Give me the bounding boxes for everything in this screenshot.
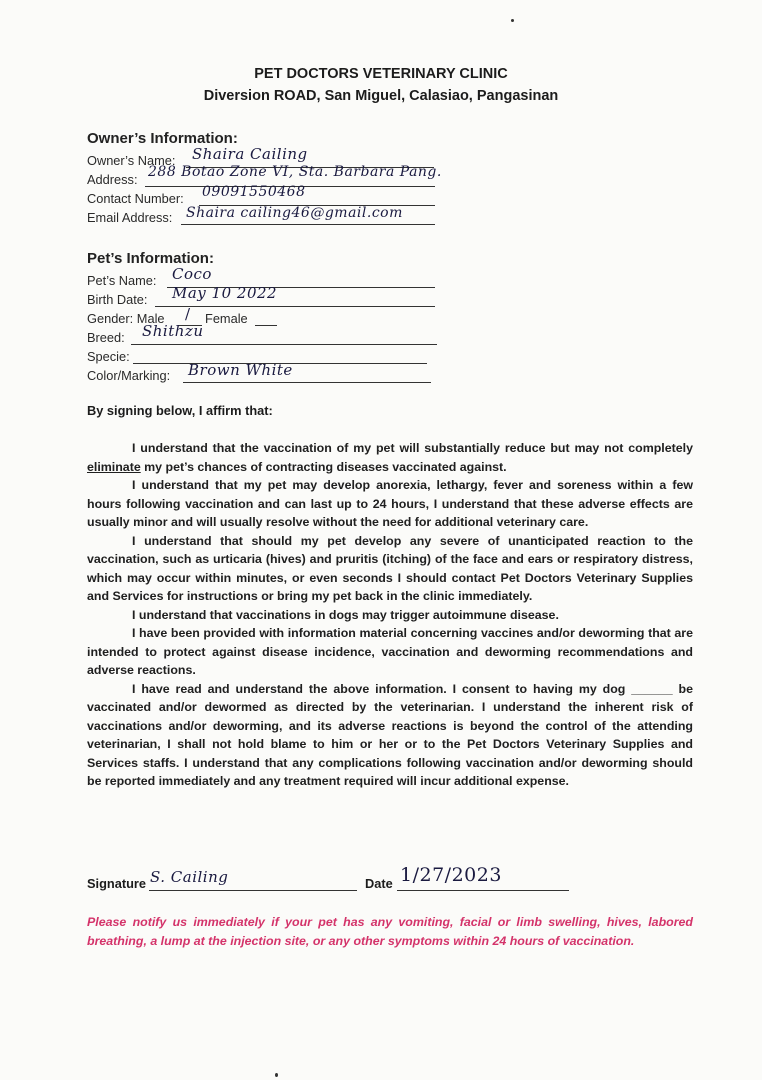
clinic-address: Diversion ROAD, San Miguel, Calasiao, Pangasinan [203, 88, 559, 104]
owner-name-value[interactable]: Shaira Cailing [192, 145, 308, 163]
paragraph-1-text-a: I understand that the vaccination of my pet will substantially reduce but may not completely [132, 441, 693, 455]
paragraph-1-text-b: my pet’s chances of contracting diseases vaccinated against. [140, 459, 507, 474]
color-marking-field [87, 368, 170, 383]
email-field [87, 210, 172, 225]
date-value[interactable]: 1/27/2023 [400, 864, 502, 886]
paragraph-side-effects: I understand that my pet may develop anorexia, lethargy, fever and soreness within a few hours following vaccination and can last up to 24 hours, I understand that these adverse effects are usually minor and will usually resolve without the need for additional veterinary care. [87, 478, 693, 529]
notice-text: Please notify us immediately if your pet has any vomiting, facial or limb swelling, hives, labored breathing, a lump at the injection site, or any other symptoms within 24 hours of vaccination. [87, 915, 693, 948]
color-marking-value[interactable]: Brown White [188, 361, 293, 379]
paragraph-1-underlined: eliminate [87, 459, 141, 474]
specie-label: Specie: [87, 349, 130, 364]
contact-number-value[interactable]: 09091550468 [202, 184, 306, 200]
date-line [397, 890, 569, 891]
gender-male-mark[interactable]: / [185, 305, 191, 323]
contact-number-field [87, 191, 184, 206]
signature-value[interactable]: S. Cailing [150, 868, 229, 886]
gender-male-label: Gender: Male [87, 311, 165, 326]
birth-date-line [155, 306, 435, 307]
pet-name-label: Pet’s Name: [87, 273, 157, 288]
owner-info-heading: Owner’s Information: [87, 130, 238, 147]
email-line [181, 224, 435, 225]
scan-speck [511, 19, 514, 22]
birth-date-label: Birth Date: [87, 292, 148, 307]
breed-field [87, 330, 125, 345]
pet-name-value[interactable]: Coco [172, 265, 212, 283]
email-label: Email Address: [87, 210, 173, 225]
paragraph-autoimmune: I understand that vaccinations in dogs may trigger autoimmune disease. [132, 607, 559, 622]
clinic-name: PET DOCTORS VETERINARY CLINIC [254, 66, 508, 82]
pet-name-field [87, 273, 156, 288]
affirm-heading: By signing below, I affirm that: [87, 403, 273, 418]
affirmation-paragraphs [87, 439, 693, 791]
female-label: Female [205, 311, 248, 326]
breed-value[interactable]: Shithzu [142, 322, 204, 340]
breed-label: Breed: [87, 330, 125, 345]
email-value[interactable]: Shaira cailing46@gmail.com [186, 205, 403, 221]
pet-info-heading: Pet’s Information: [87, 250, 214, 267]
paragraph-information-provided: I have been provided with information material concerning vaccines and/or deworming that are intended to protect against disease incidence, vaccination and deworming recommendations and adverse reactions. [87, 626, 693, 677]
scan-speck [275, 1073, 278, 1077]
signature-line [149, 890, 357, 891]
date-label: Date [365, 876, 393, 891]
birth-date-value[interactable]: May 10 2022 [172, 284, 278, 302]
paragraph-severe-reaction: I understand that should my pet develop any severe of unanticipated reaction to the vaccination, such as urticaria (hives) and pruritis (itching) of the face and ears or respiratory distress, which may occur within minutes, or even seconds I should contact Pet Doctors Veterinary Supplies and Services for instructions or bring my pet back in the clinic immediately. [87, 533, 693, 603]
specie-field [87, 349, 130, 364]
color-marking-label: Color/Marking: [87, 368, 171, 383]
birth-date-field [87, 292, 147, 307]
breed-line [131, 344, 437, 345]
address-label: Address: [87, 172, 138, 187]
signature-label: Signature [87, 876, 147, 891]
address-value[interactable]: 288 Botao Zone VI, Sta. Barbara Pang. [148, 164, 442, 180]
paragraph-vaccination-reduce [87, 439, 693, 476]
color-marking-line [183, 382, 431, 383]
address-field [87, 172, 138, 187]
paragraph-consent: I have read and understand the above information. I consent to having my dog ______ be vaccinated and/or dewormed as directed by the veterinarian. I understand the inherent risk of vaccinations and/or deworming, and its adverse reactions is beyond the control of the attending veterinarian, I shall not hold blame to him or her or to the Pet Doctors Veterinary Supplies and Services staffs. I understand that any complications following vaccination and/or deworming should be reported immediately and any treatment required will incur additional expense. [87, 681, 693, 788]
owner-name-label: Owner’s Name: [87, 153, 176, 168]
female-line [255, 325, 277, 326]
contact-number-label: Contact Number: [87, 191, 184, 206]
